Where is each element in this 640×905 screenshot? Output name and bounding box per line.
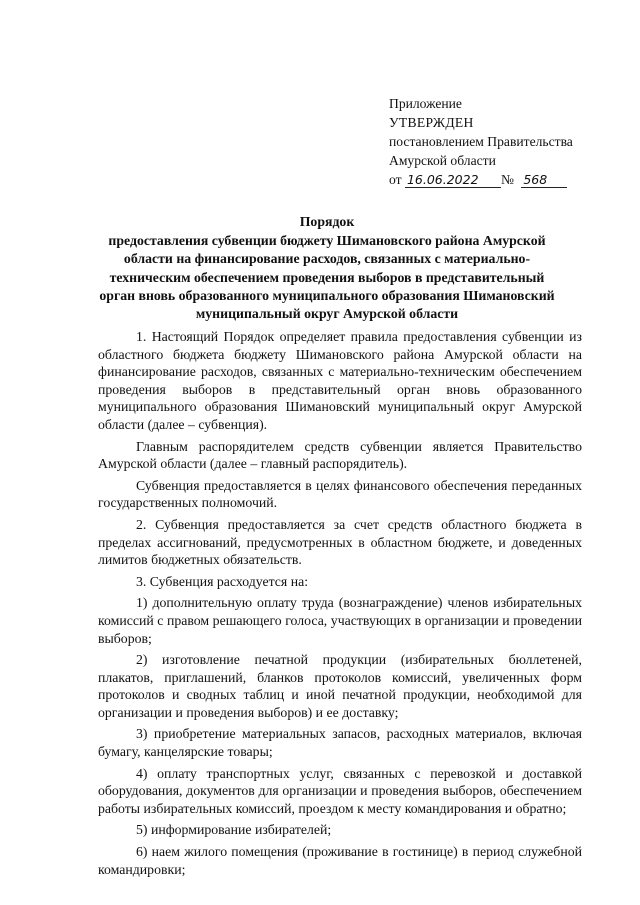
paragraph: 1) дополнительную оплату труда (вознаграждение) членов избирательных комиссий с правом решающего голоса, участвующих в организации и проведении выборов; [98, 595, 582, 646]
handwritten-date: 16.06.2022 [405, 172, 501, 188]
title-heading: Порядок [299, 214, 355, 229]
paragraph: 3. Субвенция расходуется на: [136, 573, 309, 589]
paragraph: 5) информирование избирателей; [136, 822, 332, 838]
number-sign: № [500, 172, 514, 187]
paragraph: 4) оплату транспортных услуг, связанных с перевозкой и доставкой оборудования, документов для организации и проведения выборов, обеспечением работы избирательных комиссий, проездом к месту командирования и обратно; [98, 765, 582, 816]
paragraph: 2. Субвенция предоставляется за счет средств областного бюджета в пределах ассигнований, предусмотренных в областном бюджете, и доведенных лимитов бюджетных обязательств. [98, 516, 582, 568]
region-label: Амурской области [389, 153, 496, 168]
paragraph: 2) изготовление печатной продукции (избирательных бюллетеней, плакатов, приглашений, бланков протоколов комиссий, увеличенных форм протоколов и сводных таблиц и иной печатной продукции, необходимой для организации и проведения выборов) и ее доставку; [98, 652, 582, 720]
paragraph: 3) приобретение материальных запасов, расходных материалов, включая бумагу, канцелярские товары; [98, 726, 582, 760]
from-label: от [389, 172, 402, 187]
appendix-label: Приложение [389, 96, 462, 111]
resolution-label: постановлением Правительства [389, 134, 573, 149]
document-body [98, 328, 582, 882]
paragraph: Субвенция предоставляется в целях финансового обеспечения переданных государственных полномочий. [98, 477, 582, 511]
approved-label: УТВЕРЖДЕН [389, 115, 474, 130]
handwritten-number: 568 [521, 172, 567, 188]
title-text: предоставления субвенции бюджету Шимановского района Амурской области на финансирование расходов, связанных с материально-техническим обеспечением проведения выборов в представительный орган вновь образованного муниципального образования Шимановский муниципальный округ Амурской области [99, 233, 555, 322]
paragraph: Главным распорядителем средств субвенции является Правительство Амурской области (далее – главный распорядитель). [98, 438, 582, 472]
paragraph: 1. Настоящий Порядок определяет правила предоставления субвенции из областного бюджета бюджету Шимановского района Амурской области на финансирование расходов, связанных с материально-техническим обеспечением проведения выборов в представительный орган вновь образованного муниципального образования Шимановский муниципальный округ Амурской области (далее – субвенция). [98, 329, 582, 432]
document-title [96, 213, 558, 323]
paragraph: 6) наем жилого помещения (проживание в гостинице) в период служебной командировки; [98, 844, 582, 877]
approval-block [389, 94, 573, 189]
date-number-line [389, 170, 573, 189]
